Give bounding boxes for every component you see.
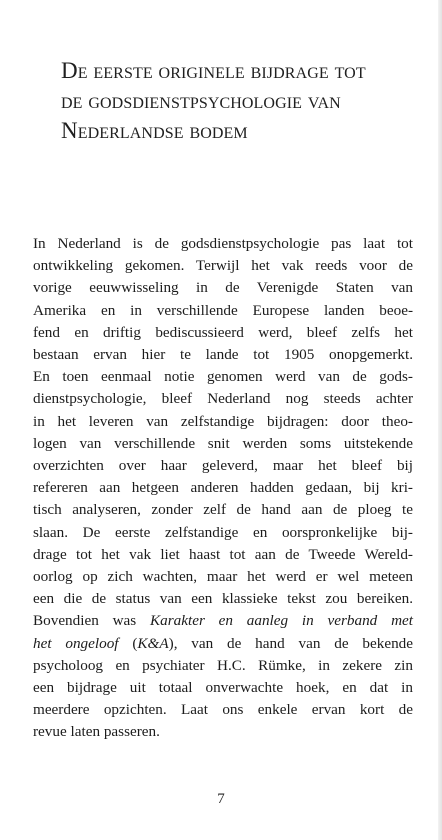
chapter-title-line-2: de godsdienstpsychologie van (61, 88, 341, 113)
abbrev-close-paren: ) (168, 634, 174, 652)
body-line-lead: Bovendien was (33, 612, 151, 630)
body-line: ontwikkeling gekomen. Terwijl het vak reeds voor de (33, 257, 413, 275)
body-paragraph (33, 233, 413, 744)
chapter-title-line-3: Nederlandse bodem (61, 118, 248, 143)
body-line: bestaan ervan hier te lande tot 1905 onopgemerkt. (33, 346, 413, 364)
body-line: fend en driftig bediscussieerd werd, bleef zelfs het (33, 323, 413, 341)
book-abbrev-italic: K&A (137, 634, 169, 652)
book-title-italic-cont: het ongeloof (33, 634, 119, 652)
body-line-with-title (33, 633, 413, 655)
chapter-title (61, 56, 421, 146)
body-line: psycholoog en psychiater H.C. Rümke, in zekere zin (33, 656, 413, 674)
body-line: een die de status van een klassieke tekst zou bereiken. (33, 590, 413, 608)
book-title-italic: Karakter en aanleg in verband met (150, 612, 413, 630)
body-line-last: revue laten passeren. (33, 723, 160, 741)
body-line: En toen eenmaal notie genomen werd van de gods- (33, 368, 413, 386)
body-line: in het leveren van zelfstandige bijdragen: door theo- (33, 412, 413, 430)
body-line: vorige eeuwwisseling in de Verenigde Staten van (33, 279, 413, 297)
body-line: een bijdrage uit totaal onverwachte hoek, en dat in (33, 679, 413, 697)
body-line-with-title (33, 610, 413, 632)
body-line: refereren aan hetgeen anderen hadden gedaan, bij kri- (33, 479, 413, 497)
body-line: slaan. De eerste zelfstandige en oorspronkelijke bij- (33, 523, 413, 541)
body-line: In Nederland is de godsdienstpsychologie pas laat tot (33, 235, 413, 252)
scan-edge-shadow (438, 0, 442, 840)
body-line: Amerika en in verschillende Europese landen beoe- (33, 301, 413, 319)
body-line: overzichten over haar geleverd, maar het bleef bij (33, 457, 413, 475)
page-number: 7 (217, 791, 225, 807)
body-line: dienstpsychologie, bleef Nederland nog steeds achter (33, 390, 413, 408)
abbrev-open-paren: ( (132, 634, 138, 652)
body-line: logen van verschillende snit werden soms uitstekende (33, 434, 413, 452)
chapter-title-line-1: De eerste originele bijdrage tot (61, 58, 366, 83)
body-line: drage tot het vak liet haast tot aan de Tweede Wereld- (33, 545, 413, 563)
body-line-tail: , van de hand van de bekende (173, 634, 413, 652)
body-line: meerdere opzichten. Laat ons enkele ervan kort de (33, 701, 413, 719)
body-line: oorlog op zich wachten, maar het werd er wel meteen (33, 568, 413, 586)
body-line: tisch analyseren, zonder zelf de hand aan de ploeg te (33, 501, 413, 519)
